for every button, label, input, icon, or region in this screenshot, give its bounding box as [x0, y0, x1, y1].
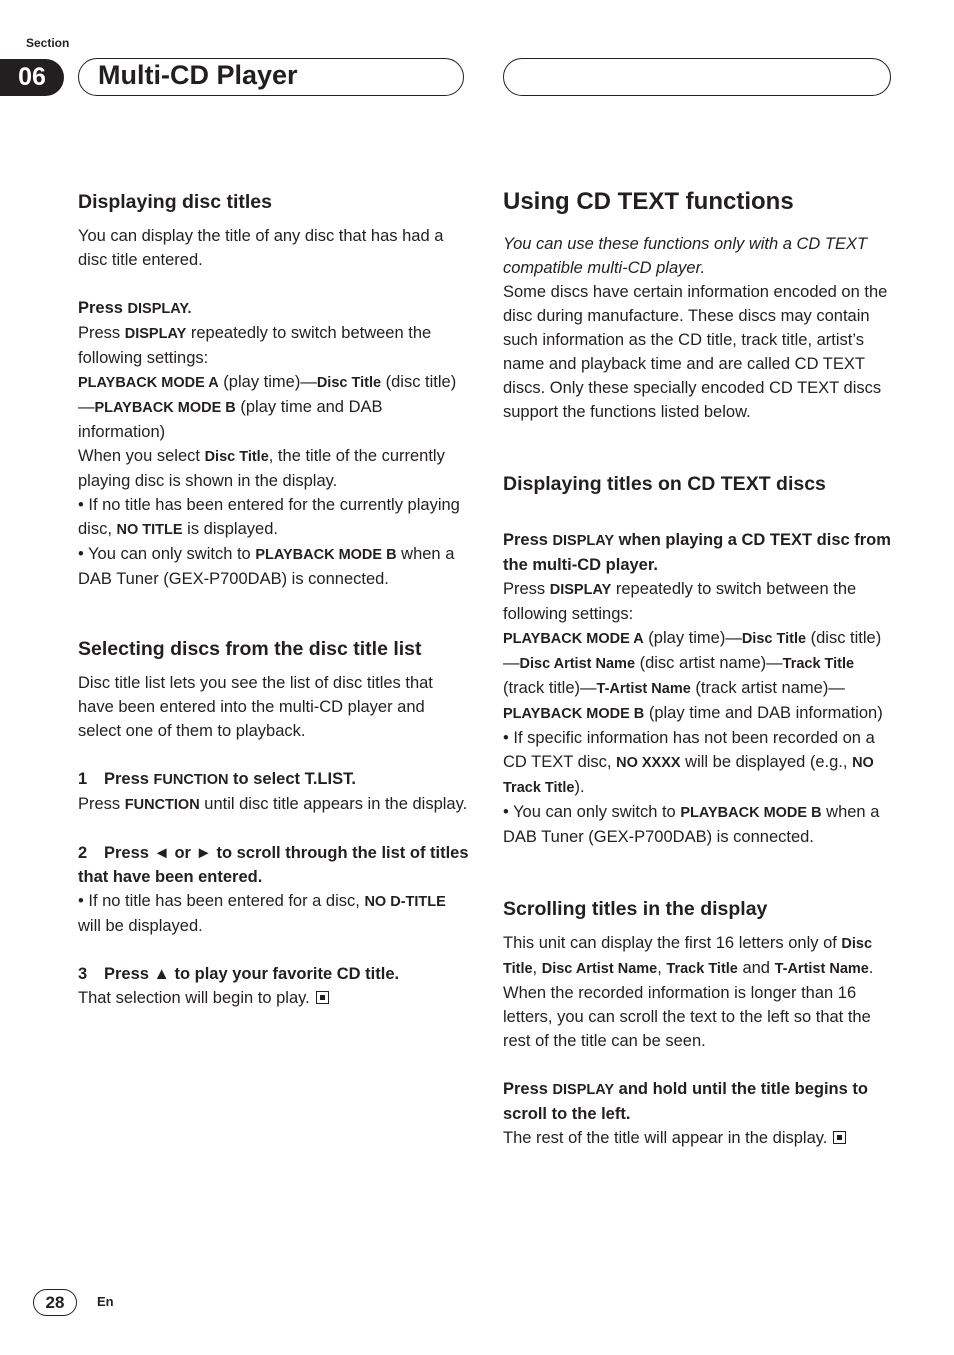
paragraph-step-1: Press FUNCTION until disc title appears in the display.: [78, 795, 468, 813]
paragraph-press-display: Press DISPLAY repeatedly to switch between the following settings:: [78, 324, 432, 367]
step-3: 3 Press ▲ to play your favorite CD title.: [78, 965, 400, 983]
section-label: Section: [26, 36, 70, 50]
step-2: 2 Press ◄ or ► to scroll through the list of titles that have been entered.: [78, 844, 469, 886]
paragraph-scrolling: This unit can display the first 16 letters only of Disc Title, Disc Artist Name, Track Title and T-Artist Name. When the recorded information is longer than 16 letters, you can scroll the text to the left so that the rest of the title can be seen.: [503, 934, 874, 1050]
intro-selecting: Disc title list lets you see the list of disc titles that have been entered into the multi-CD player and select one of them to playback.: [78, 674, 433, 740]
heading-using-cd-text: Using CD TEXT functions: [503, 188, 794, 215]
left-column: [78, 188, 470, 1010]
paragraph-press-display-cd: Press DISPLAY repeatedly to switch between the following settings:: [503, 580, 857, 623]
step-1: 1 Press FUNCTION to select T.LIST.: [78, 770, 356, 788]
header-empty-frame: [503, 58, 891, 96]
bullet-no-title: • If no title has been entered for the currently playing disc, NO TITLE is displayed.: [78, 496, 460, 538]
section-number-badge: 06: [0, 59, 64, 96]
step-press-display: Press DISPLAY.: [78, 299, 192, 317]
heading-scrolling-titles: Scrolling titles in the display: [503, 898, 768, 920]
bullet-no-xxxx: • If specific information has not been recorded on a CD TEXT disc, NO XXXX will be displayed (e.g., NO Track Title).: [503, 729, 875, 796]
heading-displaying-disc-titles: Displaying disc titles: [78, 191, 272, 213]
paragraph-step-3: That selection will begin to play.: [78, 986, 470, 1010]
heading-displaying-titles-cd-text: Displaying titles on CD TEXT discs: [503, 473, 826, 495]
note-cd-text-compatible: You can use these functions only with a CD TEXT compatible multi-CD player.: [503, 235, 868, 277]
step-press-display-cd: Press DISPLAY when playing a CD TEXT disc from the multi-CD player.: [503, 531, 891, 574]
bullet-playback-mode-b-cd: • You can only switch to PLAYBACK MODE B when a DAB Tuner (GEX-P700DAB) is connected.: [503, 803, 880, 846]
paragraph-disc-title-select: When you select Disc Title, the title of the currently playing disc is shown in the display.: [78, 447, 445, 490]
stop-icon: [316, 991, 329, 1004]
paragraph-settings: PLAYBACK MODE A (play time)—Disc Title (disc title)—PLAYBACK MODE B (play time and DAB information): [78, 373, 457, 441]
paragraph-cd-settings: PLAYBACK MODE A (play time)—Disc Title (disc title)—Disc Artist Name (disc artist name)—Track Title (track title)—T-Artist Name (track artist name)—PLAYBACK MODE B (play time and DAB information): [503, 629, 883, 722]
heading-selecting-discs: Selecting discs from the disc title list: [78, 638, 422, 660]
intro-displaying: You can display the title of any disc that has had a disc title entered.: [78, 227, 444, 269]
page-number: 28: [33, 1289, 77, 1316]
bullet-no-d-title: • If no title has been entered for a disc, NO D-TITLE will be displayed.: [78, 892, 446, 935]
language-label: En: [97, 1294, 114, 1309]
step-press-display-hold: Press DISPLAY and hold until the title begins to scroll to the left.: [503, 1080, 868, 1123]
paragraph-rest-of-title: The rest of the title will appear in the display.: [503, 1126, 895, 1150]
stop-icon: [833, 1131, 846, 1144]
bullet-playback-mode-b: • You can only switch to PLAYBACK MODE B when a DAB Tuner (GEX-P700DAB) is connected.: [78, 545, 455, 588]
page-title: Multi-CD Player: [98, 60, 298, 90]
paragraph-cd-text-discs: Some discs have certain information encoded on the disc during manufacture. These discs may contain such information as the CD title, track title, artist’s name and playback time and are called CD TEXT discs. Only these specially encoded CD TEXT discs support the functions listed below.: [503, 283, 888, 421]
right-column: [503, 186, 895, 1150]
